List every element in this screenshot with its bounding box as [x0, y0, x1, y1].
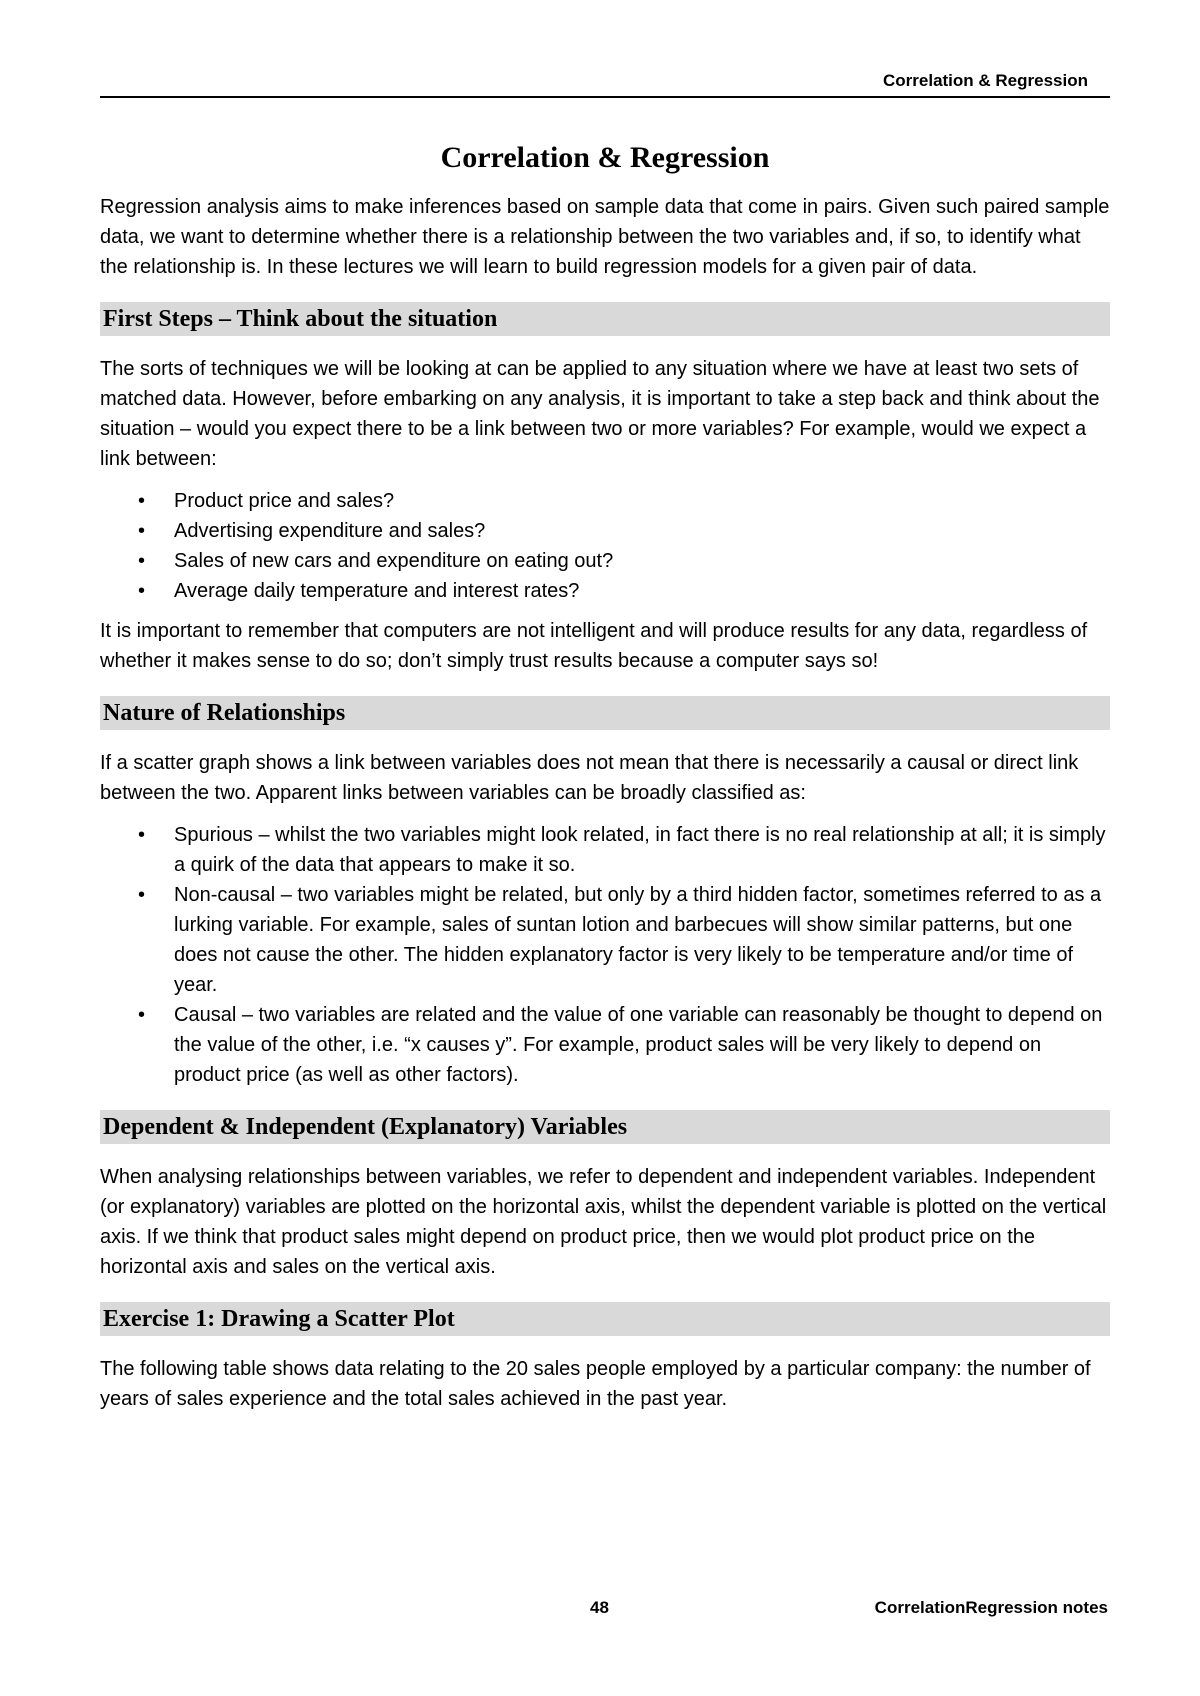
list-item-text: Product price and sales? [174, 490, 395, 512]
list-item-text: Sales of new cars and expenditure on eating out? [174, 550, 614, 572]
section-heading-nature-of-relationships: Nature of Relationships [100, 696, 1110, 730]
list-item [100, 820, 1110, 880]
list-item [100, 576, 1110, 606]
relationships-bullet-list [100, 820, 1110, 1090]
list-item [100, 516, 1110, 546]
page-footer [100, 1598, 1110, 1626]
list-item-text: Causal – two variables are related and the value of one variable can reasonably be thought to depend on the value of the other, i.e. “x causes y”. For example, product sales will be very likely to depend on product price (as well as other factors). [174, 1004, 1103, 1086]
list-item [100, 546, 1110, 576]
bullet-icon: • [138, 580, 146, 602]
header-rule [100, 96, 1110, 98]
list-item-text: Advertising expenditure and sales? [174, 520, 486, 542]
section-heading-dependent-independent-variables: Dependent & Independent (Explanatory) Variables [100, 1110, 1110, 1144]
list-item-text: Average daily temperature and interest rates? [174, 580, 580, 602]
bullet-icon: • [138, 884, 146, 906]
first-steps-bullet-list [100, 486, 1110, 606]
section-heading-first-steps: First Steps – Think about the situation [100, 302, 1110, 336]
relationships-paragraph: If a scatter graph shows a link between variables does not mean that there is necessarily a causal or direct link between the two. Apparent links between variables can be broadly classified as: [100, 752, 1079, 804]
first-steps-closing-paragraph: It is important to remember that computers are not intelligent and will produce results for any data, regardless of whether it makes sense to do so; don’t simply trust results because a computer says so! [100, 620, 1088, 672]
bullet-icon: • [138, 550, 146, 572]
page-number: 48 [590, 1598, 609, 1617]
document-page [100, 70, 1110, 1414]
list-item [100, 486, 1110, 516]
list-item-text: Spurious – whilst the two variables might look related, in fact there is no real relationship at all; it is simply a quirk of the data that appears to make it so. [174, 824, 1106, 876]
list-item-text: Non-causal – two variables might be related, but only by a third hidden factor, sometimes referred to as a lurking variable. For example, sales of suntan lotion and barbecues will show similar patterns, but one does not cause the other. The hidden explanatory factor is very likely to be temperature and/or time of year. [174, 884, 1102, 996]
bullet-icon: • [138, 824, 146, 846]
list-item [100, 1000, 1110, 1090]
bullet-icon: • [138, 520, 146, 542]
bullet-icon: • [138, 1004, 146, 1026]
list-item [100, 880, 1110, 1000]
variables-paragraph: When analysing relationships between variables, we refer to dependent and independent variables. Independent (or explanatory) variables are plotted on the horizontal axis, whilst the dependent variable is plotted on the vertical axis. If we think that product sales might depend on product price, then we would plot product price on the horizontal axis and sales on the vertical axis. [100, 1166, 1107, 1278]
footer-document-name: CorrelationRegression notes [874, 1598, 1108, 1617]
first-steps-paragraph: The sorts of techniques we will be looking at can be applied to any situation where we have at least two sets of matched data. However, before embarking on any analysis, it is important to take a step back and think about the situation – would you expect there to be a link between two or more variables? For example, would we expect a link between: [100, 358, 1100, 470]
bullet-icon: • [138, 490, 146, 512]
document-title: Correlation & Regression [440, 141, 770, 174]
exercise-paragraph: The following table shows data relating to the 20 sales people employed by a particular company: the number of years of sales experience and the total sales achieved in the past year. [100, 1358, 1091, 1410]
intro-paragraph: Regression analysis aims to make inferences based on sample data that come in pairs. Given such paired sample data, we want to determine whether there is a relationship between the two variables and, if so, to identify what the relationship is. In these lectures we will learn to build regression models for a given pair of data. [100, 196, 1110, 278]
section-heading-exercise-1: Exercise 1: Drawing a Scatter Plot [100, 1302, 1110, 1336]
running-header: Correlation & Regression [883, 71, 1088, 90]
